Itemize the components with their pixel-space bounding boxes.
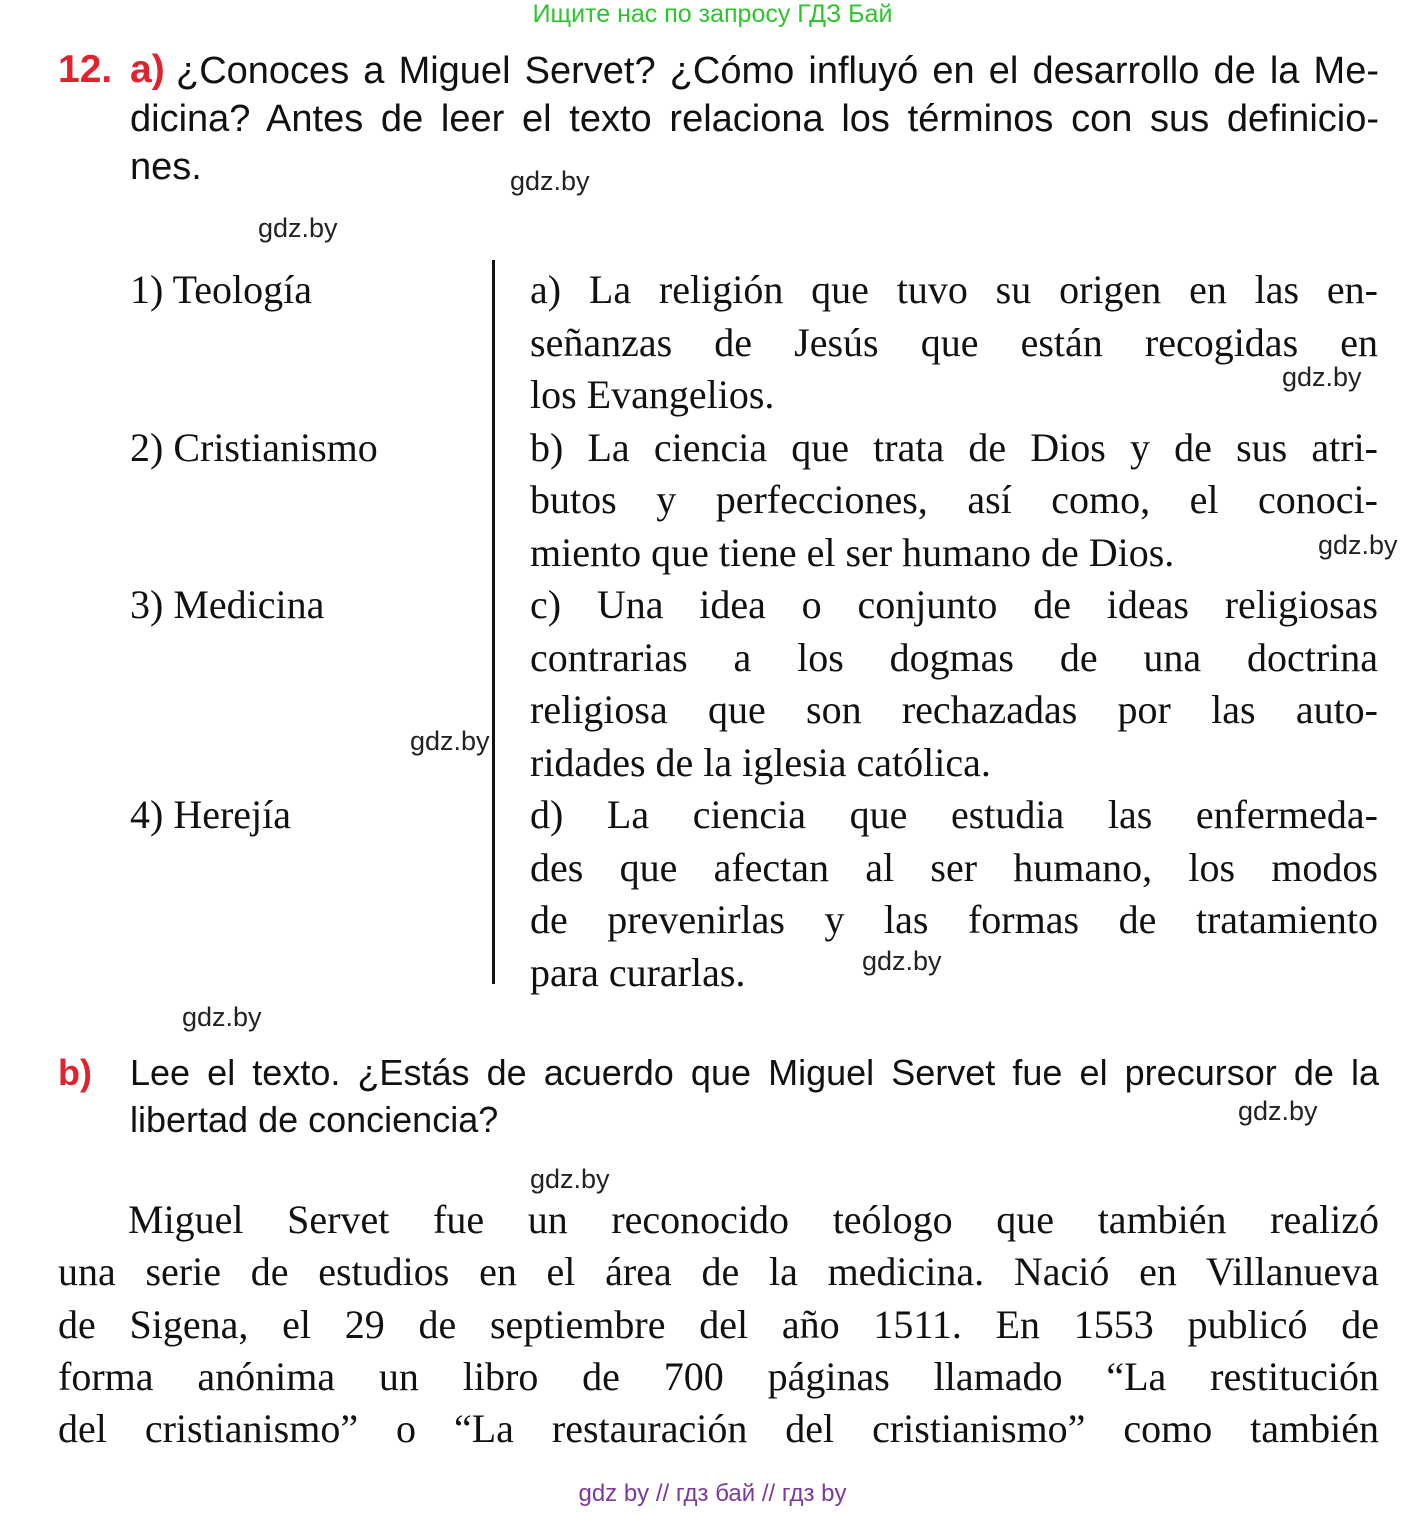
definition-line: señanzas de Jesús que están recogidas en <box>530 320 1378 365</box>
watermark: gdz.by <box>1318 530 1398 560</box>
definition-line: ridades de la iglesia católica. <box>530 740 991 785</box>
passage-line: Miguel Servet fue un reconocido teólogo que también realizó <box>128 1197 1379 1242</box>
term-medicina: 3) Medicina <box>130 582 325 627</box>
definition-line: a) La religión que tuvo su origen en las en- <box>530 267 1378 312</box>
watermark: gdz.by <box>182 1002 262 1032</box>
watermark: gdz.by <box>530 1164 610 1194</box>
passage-line: forma anónima un libro de 700 páginas llamado “La restitución <box>58 1354 1379 1399</box>
term-cristianismo: 2) Cristianismo <box>130 425 378 470</box>
watermark: gdz.by <box>410 726 490 756</box>
definition-line: butos y perfecciones, así como, el conoci- <box>530 477 1378 522</box>
top-banner: Ищите нас по запросу ГДЗ Бай <box>532 0 893 28</box>
definition-line: b) La ciencia que trata de Dios y de sus atri- <box>530 425 1378 470</box>
definition-line: miento que tiene el ser humano de Dios. <box>530 530 1175 575</box>
watermark: gdz.by <box>1282 362 1362 392</box>
part-a-line-1: ¿Conoces a Miguel Servet? ¿Cómo influyó en el desarrollo de la Me- <box>176 50 1379 92</box>
part-a-line-2: dicina? Antes de leer el texto relaciona los términos con sus definicio- <box>130 98 1379 140</box>
definition-line: para curarlas. <box>530 950 746 995</box>
definition-line: des que afectan al ser humano, los modos <box>530 845 1378 890</box>
watermark: gdz.by <box>862 946 942 976</box>
watermark: gdz.by <box>1238 1096 1318 1126</box>
passage-line: del cristianismo” o “La restauración del cristianismo” como también <box>58 1406 1379 1451</box>
definition-line: c) Una idea o conjunto de ideas religiosas <box>530 582 1378 627</box>
definition-line: contrarias a los dogmas de una doctrina <box>530 635 1378 680</box>
definition-line: religiosa que son rechazadas por las auto- <box>530 687 1378 732</box>
part-a-label: a) <box>130 48 165 91</box>
part-b-line-2: libertad de conciencia? <box>130 1099 499 1140</box>
question-number: 12. <box>58 48 113 91</box>
definition-line: de prevenirlas y las formas de tratamiento <box>530 897 1378 942</box>
term-herejia: 4) Herejía <box>130 792 292 837</box>
part-b-line-1: Lee el texto. ¿Estás de acuerdo que Miguel Servet fue el precursor de la <box>130 1052 1379 1093</box>
definition-line: d) La ciencia que estudia las enfermeda- <box>530 792 1378 837</box>
passage-line: una serie de estudios en el área de la medicina. Nació en Villanueva <box>58 1249 1379 1294</box>
watermark: gdz.by <box>510 166 590 196</box>
passage-line: de Sigena, el 29 de septiembre del año 1511. En 1553 publicó de <box>58 1302 1379 1347</box>
term-teologia: 1) Teología <box>130 267 312 312</box>
column-divider <box>492 260 495 984</box>
footer-banner: gdz by // гдз бай // гдз by <box>578 1480 847 1507</box>
definition-line: los Evangelios. <box>530 372 775 417</box>
part-b-label: b) <box>58 1052 92 1093</box>
part-a-line-3: nes. <box>130 146 202 188</box>
watermark: gdz.by <box>258 213 338 243</box>
